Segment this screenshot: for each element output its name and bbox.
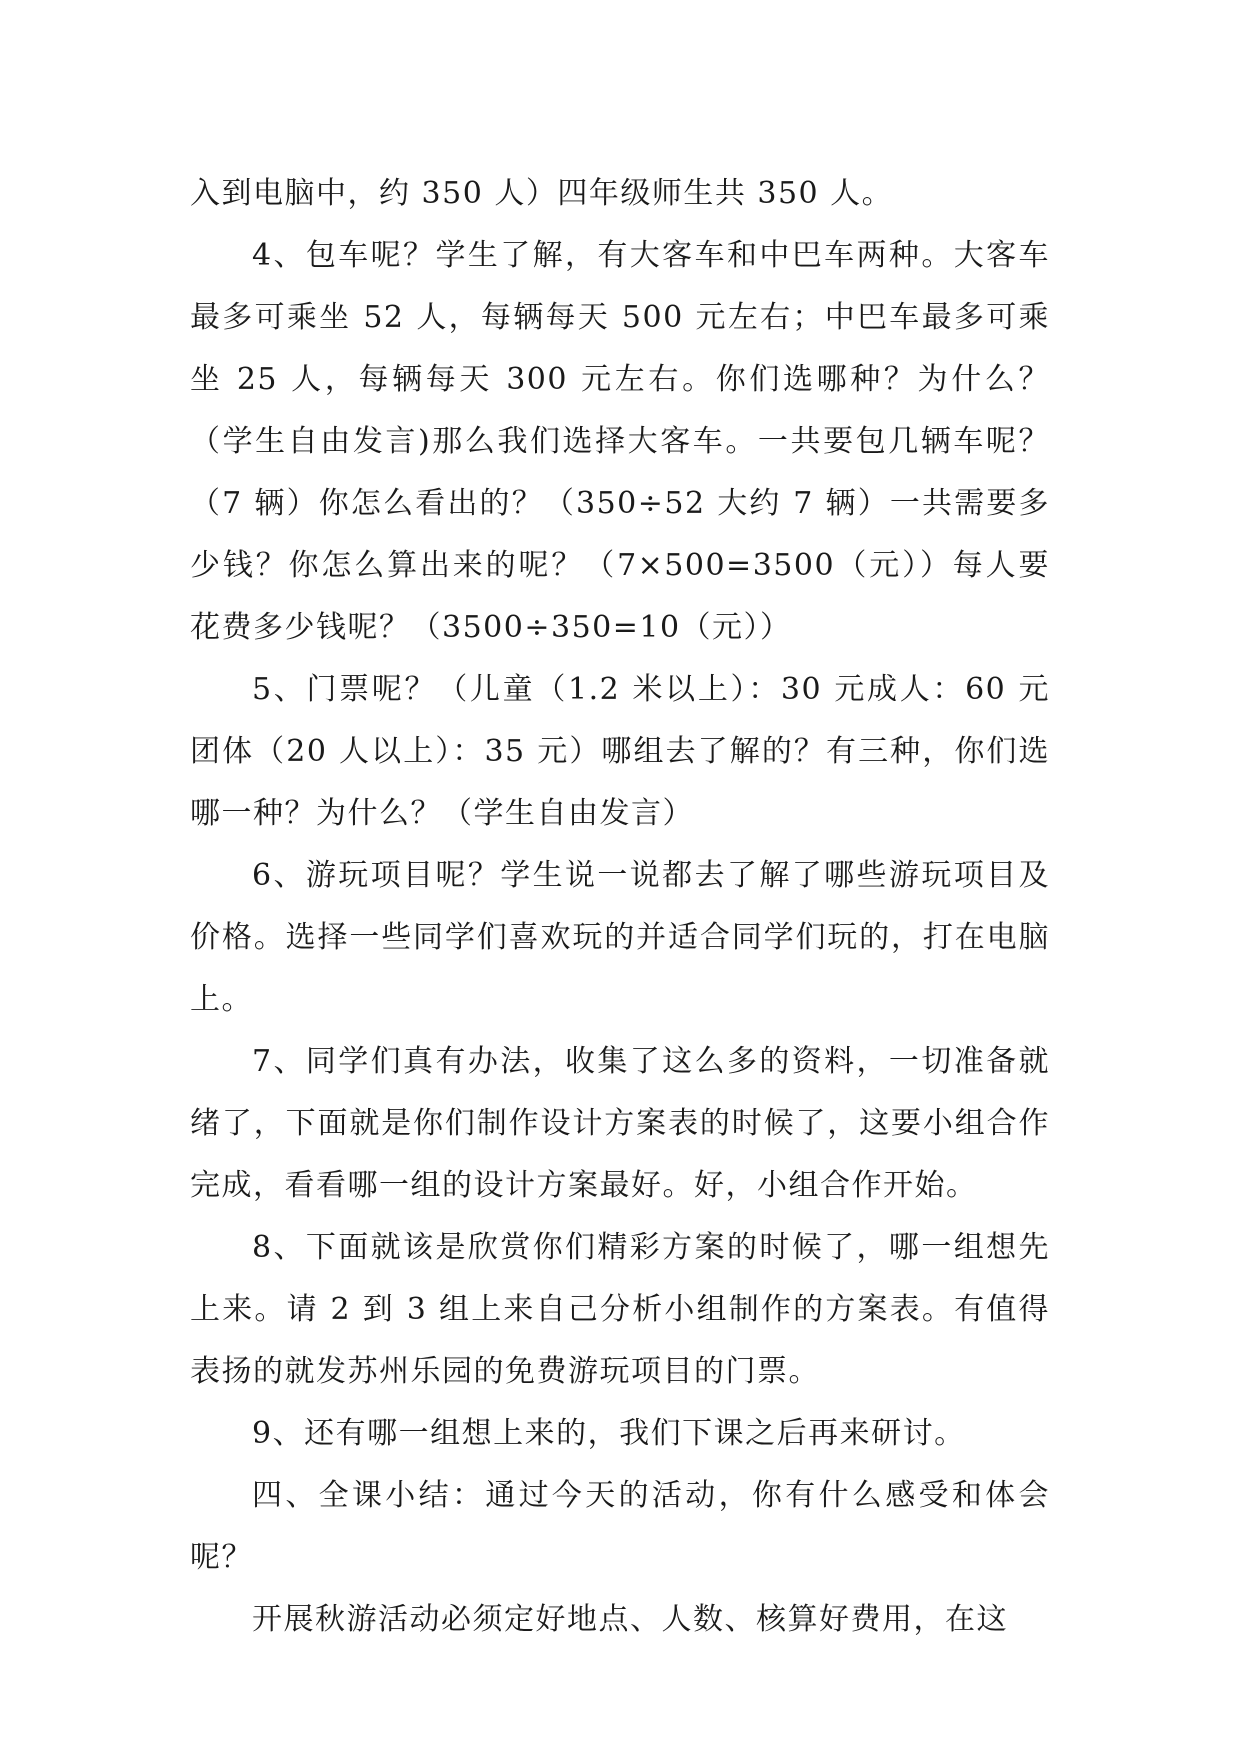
paragraph-continuation: 入到电脑中，约 350 人）四年级师生共 350 人。 <box>190 176 894 211</box>
paragraph-item-8-presentation: 8、下面就该是欣赏你们精彩方案的时候了，哪一组想先上来。请 2 到 3 组上来自己分析小组制作的方案表。有值得表扬的就发苏州乐园的免费游玩项目的门票。 <box>190 1230 1050 1389</box>
paragraph-item-7-group-work: 7、同学们真有办法，收集了这么多的资料，一切准备就绪了，下面就是你们制作设计方案表的时候了，这要小组合作完成，看看哪一组的设计方案最好。好，小组合作开始。 <box>190 1044 1050 1203</box>
document-body <box>190 163 1050 1651</box>
paragraph-item-9-discussion: 9、还有哪一组想上来的，我们下课之后再来研讨。 <box>252 1416 966 1451</box>
paragraph-item-6-rides: 6、游玩项目呢？学生说一说都去了解了哪些游玩项目及价格。选择一些同学们喜欢玩的并适合同学们玩的，打在电脑上。 <box>190 858 1050 1017</box>
paragraph-item-5-tickets: 5、门票呢？（儿童（1.2 米以上）：30 元成人：60 元团体（20 人以上）：35 元）哪组去了解的？有三种，你们选哪一种？为什么？（学生自由发言） <box>190 672 1050 831</box>
paragraph-item-4-bus: 4、包车呢？学生了解，有大客车和中巴车两种。大客车最多可乘坐 52 人，每辆每天 500 元左右；中巴车最多可乘坐 25 人，每辆每天 300 元左右。你们选哪种？为什么？（学生自由发言)那么我们选择大客车。一共要包几辆车呢？（7 辆）你怎么看出的？（350÷52 大约 7 辆）一共需要多少钱？你怎么算出来的呢？（7×500=3500（元））每人要花费多少钱呢？（3500÷350=10（元）） <box>190 238 1050 645</box>
paragraph-summary-text: 开展秋游活动必须定好地点、人数、核算好费用，在这 <box>252 1602 1008 1637</box>
paragraph-summary-heading: 四、全课小结：通过今天的活动，你有什么感受和体会呢？ <box>190 1478 1050 1575</box>
